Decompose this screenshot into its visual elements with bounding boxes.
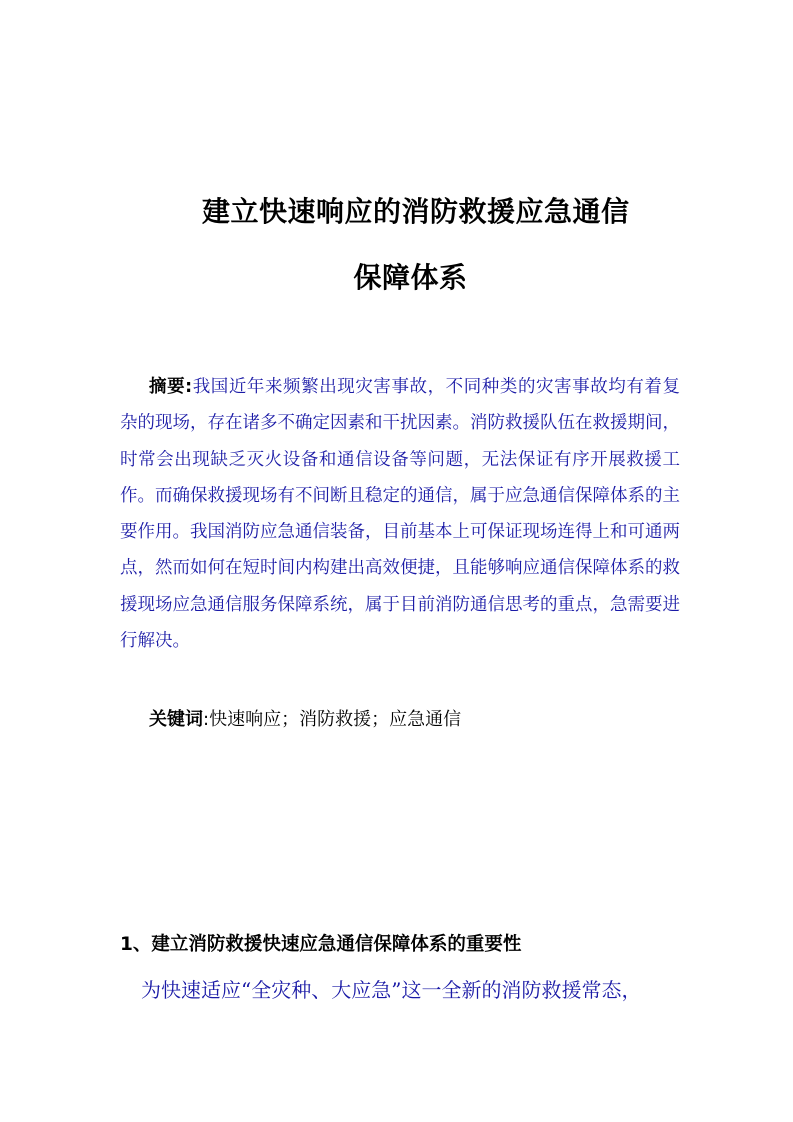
- keywords-label: 关键词: [149, 709, 203, 730]
- keywords-text: 快速响应；消防救援；应急通信: [209, 709, 462, 730]
- keywords-separator: :: [203, 709, 210, 730]
- section-1-heading: 1、建立消防救援快速应急通信保障体系的重要性: [120, 934, 522, 955]
- keywords-line: [149, 705, 709, 735]
- abstract-text: 我国近年来频繁出现灾害事故，不同种类的灾害事故均有着复杂的现场，存在诸多不确定因素和干扰因素。消防救援队伍在救援期间，时常会出现缺乏灭火设备和通信设备等问题，无法保证有序开展救援工作。而确保救援现场有不间断且稳定的通信，属于应急通信保障体系的主要作用。我国消防应急通信装备，目前基本上可保证现场连得上和可通两点，然而如何在短时间内构建出高效便捷，且能够响应通信保障体系的救援现场应急通信服务保障系统，属于目前消防通信思考的重点，急需要进行解决。: [120, 377, 681, 652]
- document-title-line-1: 建立快速响应的消防救援应急通信: [202, 195, 630, 228]
- abstract-separator: :: [185, 377, 193, 397]
- abstract-paragraph: [120, 369, 680, 659]
- section-1-paragraph: 为快速适应“全灾种、大应急”这一全新的消防救援常态，: [141, 978, 642, 1002]
- document-title-line-2: 保障体系: [353, 261, 468, 294]
- abstract-label: 摘要: [149, 377, 186, 397]
